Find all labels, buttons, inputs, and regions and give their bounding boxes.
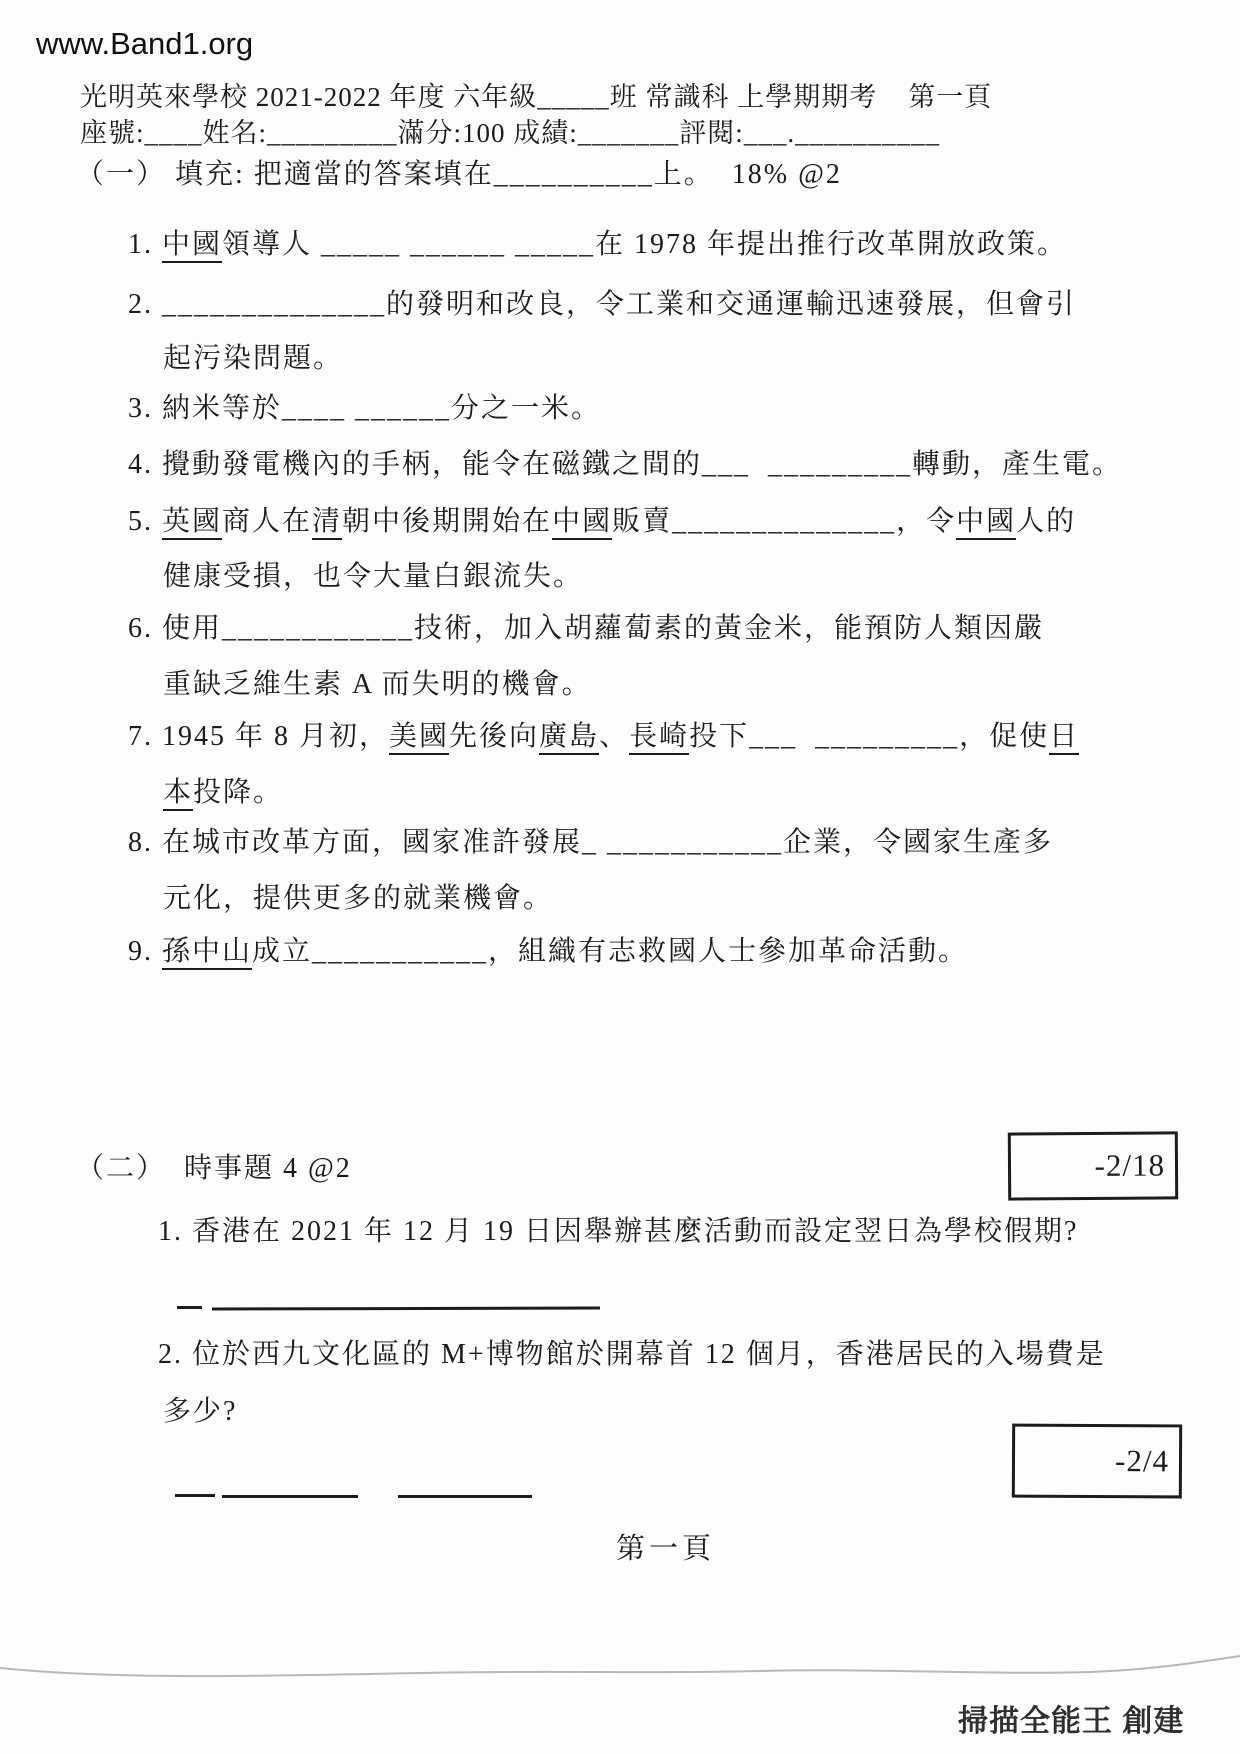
text-segment: 人的 — [1016, 506, 1077, 537]
question-5-line1 — [128, 505, 1076, 539]
answer-line — [177, 1306, 202, 1309]
text-segment: ___ _________ — [702, 449, 913, 480]
text-segment: 在 1978 年提出推行改革開放政策。 — [595, 229, 1068, 260]
answer-line — [398, 1495, 532, 1498]
text-segment: _ ___________ — [582, 827, 784, 858]
score-box-section2-q2 — [1012, 1424, 1182, 1499]
text-segment: 光明英來學校 2021-2022 年度 六年級 — [80, 82, 538, 112]
text-segment: 姓名: — [202, 118, 268, 148]
text-segment: _____ — [537, 82, 610, 112]
text-segment: 座號: — [80, 118, 145, 148]
text-segment: 3. 納米等於 — [128, 393, 283, 424]
text-segment: 起污染問題。 — [163, 343, 344, 374]
text-segment: 分之一米。 — [451, 393, 602, 424]
text-segment: 領導人 — [222, 229, 322, 260]
text-segment: 投下 — [689, 721, 750, 752]
question-8-line2 — [163, 882, 553, 916]
underlined-text: 日 — [1049, 721, 1079, 755]
answer-line — [175, 1494, 215, 1497]
score-value: -2/4 — [1114, 1443, 1170, 1479]
question-9 — [128, 935, 968, 969]
underlined-text: 英國 — [162, 506, 222, 540]
underlined-text: 本 — [163, 777, 193, 811]
text-segment: _________ — [267, 118, 398, 148]
scanner-watermark: 掃描全能王 創建 — [958, 1705, 1185, 1738]
underlined-text: 孫中山 — [162, 936, 252, 970]
text-segment: 販賣 — [612, 506, 673, 537]
scan-artifact-line — [0, 1640, 1240, 1700]
text-segment: （二） 時事題 4 @2 — [76, 1153, 352, 1184]
question-6-line2 — [163, 668, 592, 702]
text-segment: 2. 位於西九文化區的 M+博物館於開幕首 12 個月，香港居民的入場費是 — [158, 1339, 1106, 1370]
text-segment: 成立 — [252, 936, 313, 967]
question-6-line1 — [128, 612, 1044, 646]
text-segment: 9. — [128, 936, 162, 967]
text-segment: 元化，提供更多的就業機會。 — [163, 883, 554, 914]
answer-line — [212, 1306, 600, 1310]
text-segment: ____ — [144, 118, 203, 148]
underlined-text: 中國 — [552, 506, 612, 540]
text-segment: （一） 填充: 把適當的答案填在 — [76, 159, 494, 190]
text-segment: ______________ — [162, 289, 386, 320]
text-segment: 滿分:100 成績: — [397, 118, 578, 148]
question-1 — [128, 228, 1067, 262]
text-segment: __________ — [493, 159, 654, 190]
text-segment: ___________ — [312, 936, 489, 967]
answer-line — [222, 1495, 358, 1498]
underlined-text: 中國 — [956, 506, 1016, 540]
text-segment: ___ _________ — [749, 721, 960, 752]
text-segment: ___.__________ — [743, 118, 941, 148]
text-segment: 轉動，產生電。 — [912, 449, 1123, 480]
text-segment: 健康受損，也令大量白銀流失。 — [163, 561, 584, 592]
text-segment: 技術，加入胡蘿蔔素的黃金米，能預防人類因嚴 — [414, 613, 1045, 644]
question-2-line1 — [128, 288, 1076, 322]
text-segment: 7. 1945 年 8 月初， — [128, 721, 390, 752]
underlined-text: 美國 — [389, 721, 449, 755]
text-segment: 8. 在城市改革方面，國家准許發展 — [128, 827, 583, 858]
underlined-text: 廣島 — [539, 721, 599, 755]
section2-question-2-line2 — [163, 1395, 237, 1429]
question-7-line2 — [163, 776, 283, 810]
question-8-line1 — [128, 826, 1053, 860]
underlined-text: 長崎 — [629, 721, 689, 755]
text-segment: _______ — [577, 118, 680, 148]
text-segment: ，令 — [896, 506, 957, 537]
text-segment: ，促使 — [959, 721, 1050, 752]
footer-page-label: 第一頁 — [616, 1533, 716, 1565]
text-segment: 朝中後期開始在 — [342, 506, 553, 537]
text-segment: 上。 18% @2 — [653, 159, 842, 190]
exam-header-line1 — [80, 80, 992, 114]
text-segment: 4. 攪動發電機內的手柄，能令在磁鐵之間的 — [128, 449, 703, 480]
text-segment: ____ ______ — [282, 393, 452, 424]
exam-header-line2 — [80, 116, 940, 150]
question-3 — [128, 392, 601, 426]
text-segment: ______________ — [672, 506, 897, 537]
text-segment: 2. — [128, 289, 162, 320]
site-watermark: www.Band1.org — [36, 26, 254, 61]
section2-question-2-line1 — [158, 1338, 1106, 1372]
text-segment: 企業，令國家生產多 — [783, 827, 1054, 858]
text-segment: 先後向 — [449, 721, 540, 752]
question-5-line2 — [163, 560, 583, 594]
question-4 — [128, 448, 1122, 482]
score-box-section1-total — [1008, 1131, 1178, 1200]
section1-heading — [76, 158, 842, 192]
text-segment: 評閱: — [679, 118, 744, 148]
underlined-text: 清 — [312, 506, 342, 540]
text-segment: 的發明和改良，令工業和交通運輸迅速發展，但會引 — [386, 289, 1077, 320]
text-segment: 商人在 — [222, 506, 313, 537]
text-segment: 班 常識科 上學期期考 第一頁 — [609, 82, 993, 112]
score-value: -2/18 — [1094, 1147, 1166, 1183]
question-2-line2 — [163, 342, 343, 376]
text-segment: 投降。 — [193, 777, 284, 808]
text-segment: 6. 使用 — [128, 613, 223, 644]
text-segment: 、 — [599, 721, 630, 752]
section2-question-1 — [158, 1215, 1078, 1249]
question-7-line1 — [128, 720, 1079, 754]
text-segment: 1. — [128, 229, 162, 260]
text-segment: 多少? — [163, 1396, 238, 1427]
section2-heading — [76, 1152, 352, 1186]
text-segment: 重缺乏維生素 A 而失明的機會。 — [163, 669, 592, 700]
text-segment: ____________ — [222, 613, 415, 644]
text-segment: _____ ______ _____ — [321, 229, 596, 260]
text-segment: 5. — [128, 506, 162, 537]
underlined-text: 中國 — [162, 229, 222, 263]
text-segment: 1. 香港在 2021 年 12 月 19 日因舉辦甚麼活動而設定翌日為學校假期? — [158, 1216, 1079, 1247]
text-segment: ，組織有志救國人士參加革命活動。 — [488, 936, 969, 967]
